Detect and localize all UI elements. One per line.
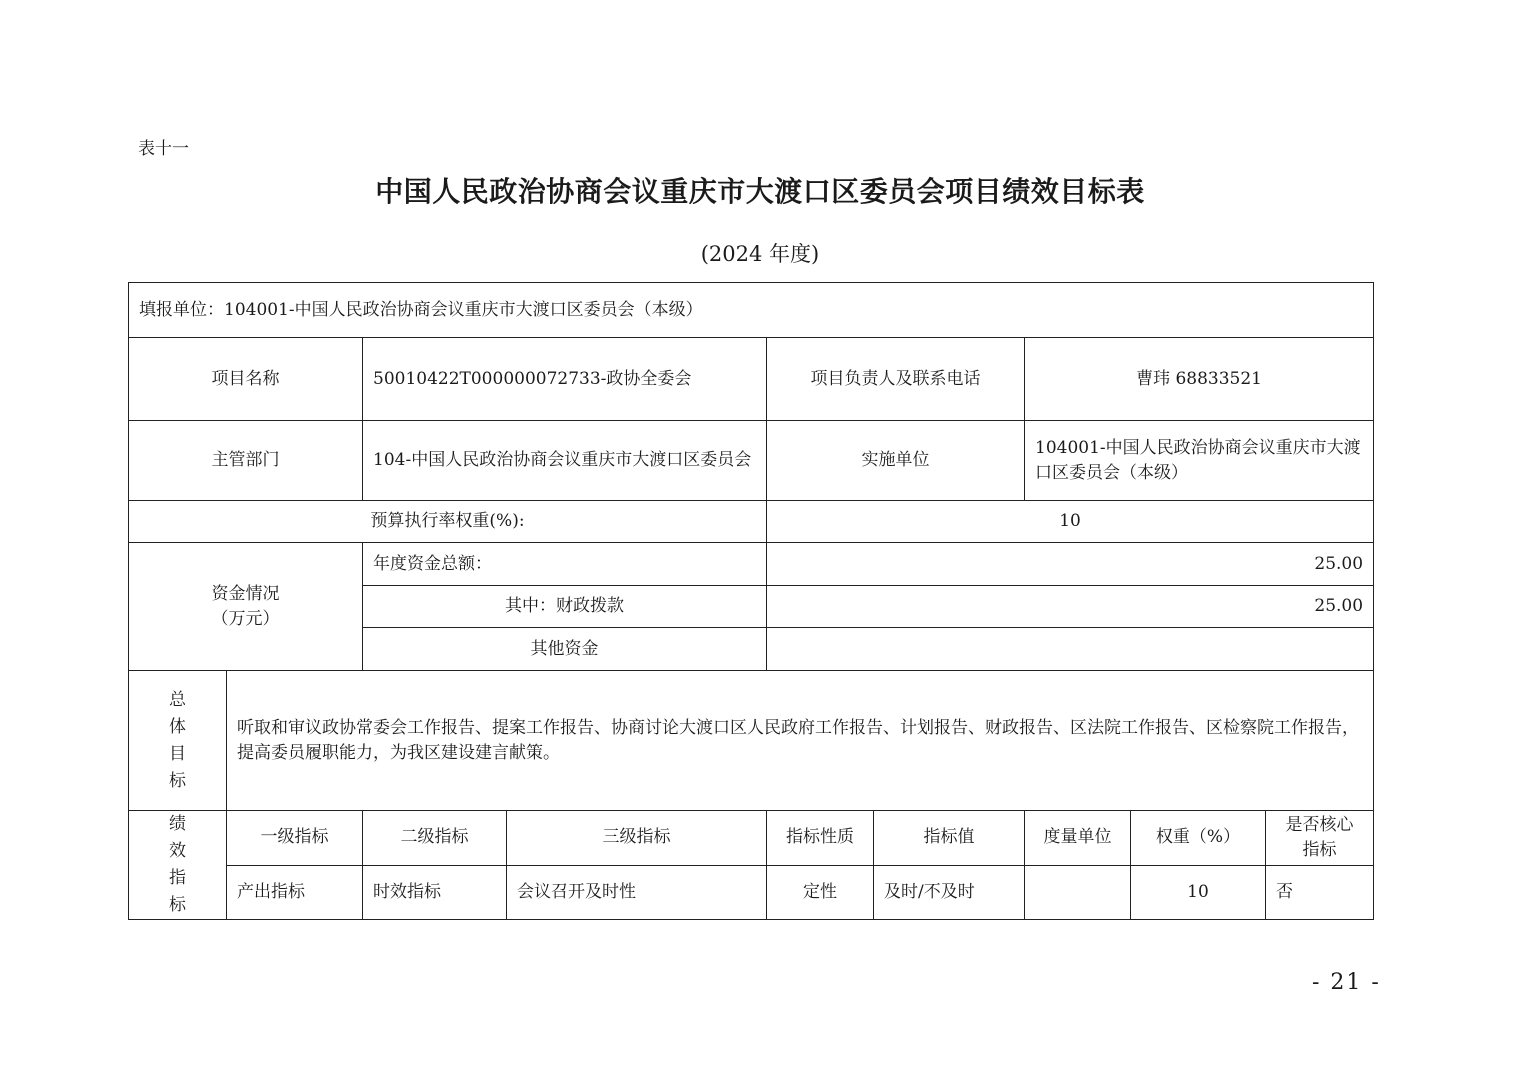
annual-total-row <box>129 543 1374 586</box>
overall-goal-label <box>129 671 227 811</box>
indicator-level1: 产出指标 <box>227 865 363 920</box>
other-funds-value <box>767 628 1374 671</box>
overall-goal-label-char: 总 <box>169 689 186 710</box>
table-label: 表十一 <box>138 139 189 159</box>
column-header-core-line2: 指标 <box>1302 839 1337 860</box>
fiscal-funds-label: 其中：财政拨款 <box>363 586 767 628</box>
department-row <box>129 421 1374 501</box>
indicator-level3: 会议召开及时性 <box>507 865 767 920</box>
funds-label-line2: （万元） <box>211 608 280 629</box>
column-header-core-line1: 是否核心 <box>1285 814 1354 835</box>
page-number: - 21 - <box>1312 970 1381 995</box>
other-funds-label: 其他资金 <box>363 628 767 671</box>
indicator-core: 否 <box>1266 865 1374 920</box>
performance-target-table <box>128 282 1374 920</box>
budget-weight-row <box>129 501 1374 543</box>
table-row <box>129 865 1374 920</box>
annual-total-label: 年度资金总额： <box>363 543 767 586</box>
performance-indicator-label-char: 绩 <box>169 814 186 834</box>
implementing-unit-label: 实施单位 <box>767 421 1025 501</box>
department-value: 104-中国人民政治协商会议重庆市大渡口区委员会 <box>363 421 767 501</box>
budget-weight-value: 10 <box>767 501 1374 543</box>
column-header-weight: 权重（%） <box>1131 811 1266 866</box>
performance-indicator-label-char: 效 <box>169 841 186 861</box>
overall-goal-label-char: 标 <box>169 770 186 791</box>
document-subtitle: (2024 年度) <box>700 242 820 266</box>
performance-indicator-label-char: 指 <box>169 868 186 888</box>
fiscal-funds-value: 25.00 <box>767 586 1374 628</box>
reporting-unit-row <box>129 283 1374 338</box>
overall-goal-text: 听取和审议政协常委会工作报告、提案工作报告、协商讨论大渡口区人民政府工作报告、计划报告、财政报告、区法院工作报告、区检察院工作报告，提高委员履职能力，为我区建设建言献策。 <box>227 671 1374 811</box>
project-lead-value: 曹玮 68833521 <box>1025 338 1374 421</box>
overall-goal-row <box>129 671 1374 811</box>
column-header-unit: 度量单位 <box>1025 811 1131 866</box>
implementing-unit-value: 104001-中国人民政治协商会议重庆市大渡口区委员会（本级） <box>1025 421 1374 501</box>
column-header-value: 指标值 <box>874 811 1025 866</box>
column-header-nature: 指标性质 <box>767 811 874 866</box>
performance-indicator-label-char: 标 <box>169 895 186 915</box>
funds-label <box>129 543 363 671</box>
overall-goal-label-char: 体 <box>169 716 186 737</box>
indicator-level2: 时效指标 <box>363 865 507 920</box>
indicator-header-row <box>129 811 1374 866</box>
project-name-value: 50010422T000000072733-政协全委会 <box>363 338 767 421</box>
indicator-value: 及时/不及时 <box>874 865 1025 920</box>
project-lead-label: 项目负责人及联系电话 <box>767 338 1025 421</box>
department-label: 主管部门 <box>129 421 363 501</box>
reporting-unit: 填报单位：104001-中国人民政治协商会议重庆市大渡口区委员会（本级） <box>129 283 1374 338</box>
annual-total-value: 25.00 <box>767 543 1374 586</box>
column-header-core <box>1266 811 1374 866</box>
indicator-weight: 10 <box>1131 865 1266 920</box>
project-name-label: 项目名称 <box>129 338 363 421</box>
document-title: 中国人民政治协商会议重庆市大渡口区委员会项目绩效目标表 <box>375 175 1145 208</box>
column-header-level3: 三级指标 <box>507 811 767 866</box>
budget-weight-label: 预算执行率权重(%): <box>129 501 767 543</box>
funds-label-line1: 资金情况 <box>211 583 280 604</box>
overall-goal-label-char: 目 <box>169 743 186 764</box>
project-name-row <box>129 338 1374 421</box>
indicator-nature: 定性 <box>767 865 874 920</box>
column-header-level2: 二级指标 <box>363 811 507 866</box>
performance-indicator-label <box>129 811 227 920</box>
column-header-level1: 一级指标 <box>227 811 363 866</box>
indicator-unit <box>1025 865 1131 920</box>
